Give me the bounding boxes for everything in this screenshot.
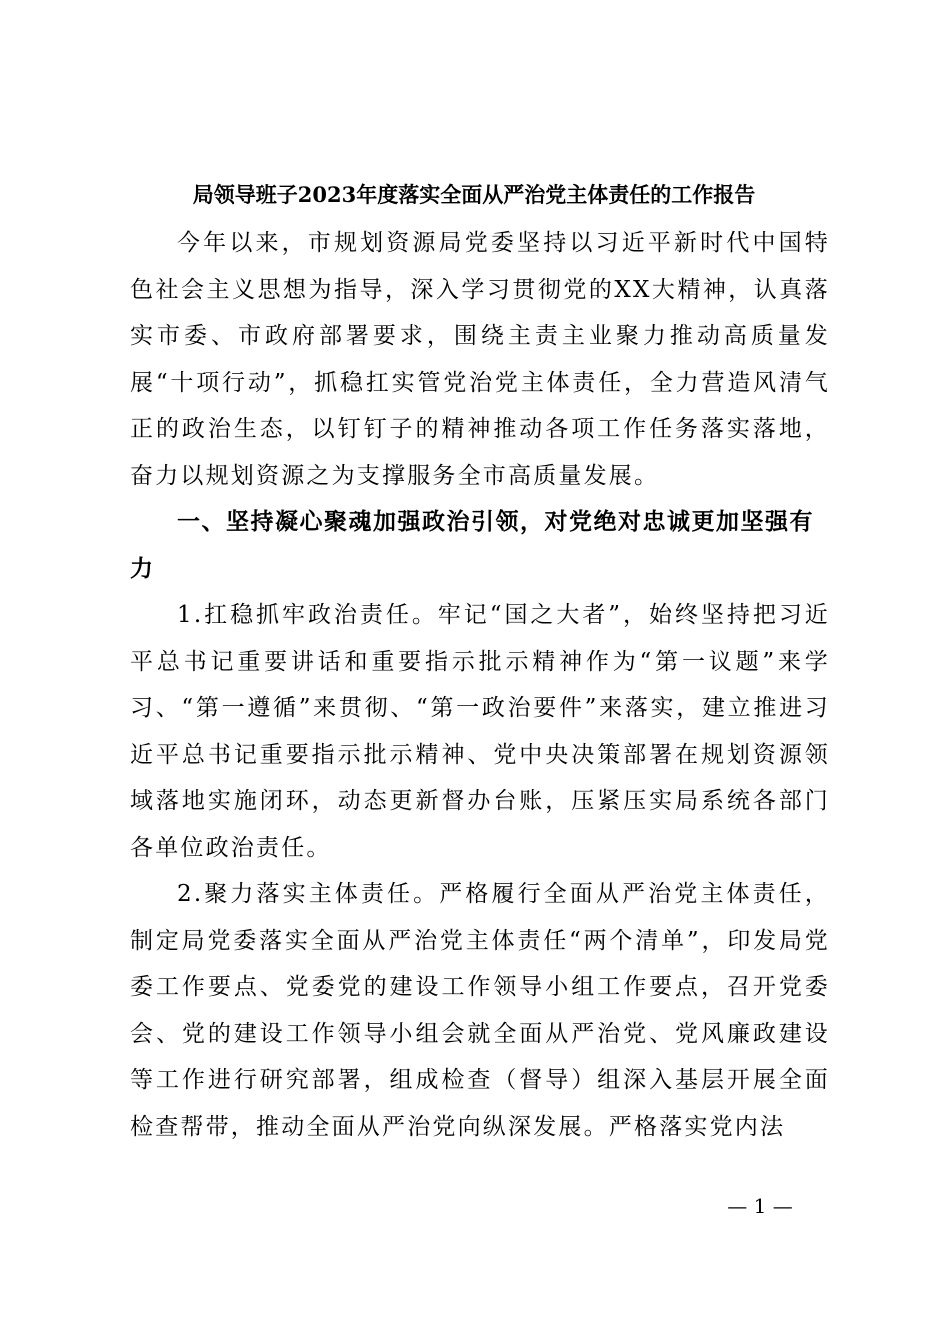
page-number: — 1 — (727, 1194, 793, 1218)
document-title: 局领导班子2023年度落实全面从严治党主体责任的工作报告 (192, 182, 756, 207)
item-2-paragraph: 2.聚力落实主体责任。严格履行全面从严治党主体责任，制定局党委落实全面从严治党主体责任“两个清单”，印发局党委工作要点、党委党的建设工作领导小组工作要点，召开党委会、党的建设工作领导小组会就全面从严治党、党风廉政建设等工作进行研究部署，组成检查（督导）组深入基层开展全面检查帮带，推动全面从严治党向纵深发展。严格落实党内法 (130, 881, 830, 1140)
item-1-paragraph: 1.扛稳抓牢政治责任。牢记“国之大者”，始终坚持把习近平总书记重要讲话和重要指示批示精神作为“第一议题”来学习、“第一遵循”来贯彻、“第一政治要件”来落实，建立推进习近平总书记重要指示批示精神、党中央决策部署在规划资源领域落地实施闭环，动态更新督办台账，压紧压实局系统各部门各单位政治责任。 (130, 602, 830, 861)
section-1-heading: 一、坚持凝心聚魂加强政治引领，对党绝对忠诚更加坚强有力 (130, 509, 814, 582)
document-body (130, 220, 830, 1150)
intro-paragraph: 今年以来，市规划资源局党委坚持以习近平新时代中国特色社会主义思想为指导，深入学习贯彻党的XX大精神，认真落实市委、市政府部署要求，围绕主责主业聚力推动高质量发展“十项行动”，抓稳扛实管党治党主体责任，全力营造风清气正的政治生态，以钉钉子的精神推动各项工作任务落实落地，奋力以规划资源之为支撑服务全市高质量发展。 (130, 230, 830, 489)
